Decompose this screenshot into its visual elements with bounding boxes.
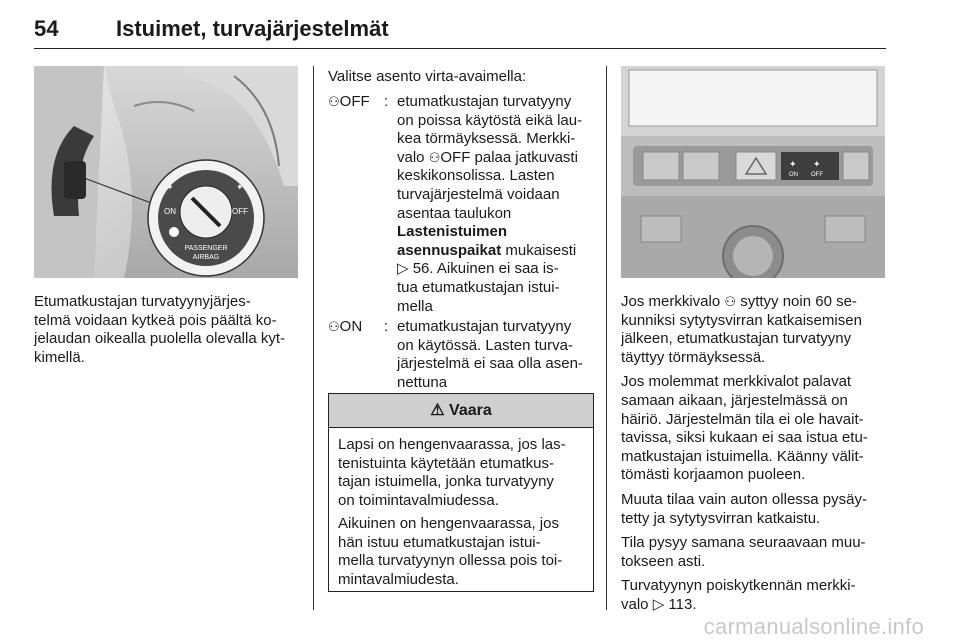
page-reference: 113. xyxy=(668,595,697,613)
console-on-label: ON xyxy=(789,172,798,178)
switch-passenger-label: PASSENGER xyxy=(184,245,228,252)
off-colon: : xyxy=(384,93,389,110)
switch-off-label: OFF xyxy=(232,207,248,216)
off-description: etumatkustajan turvatyyny on poissa käytöstä eikä lau- kea törmäyksessä. Merkki- valo ⚇OFF palaa jatkuvasti keskikonsolissa. Lasten turvajärjestelmä voidaan asentaa taulukon Lastenistuimen asennuspaikat mukaisesti ▷ 56. Aikuinen ei saa is- tua etumatkustajan istui- mella xyxy=(397,93,602,316)
airbag-switch-photo xyxy=(34,66,298,278)
console-illustration xyxy=(621,66,885,278)
page-ref-arrow-icon: ▷ xyxy=(652,595,665,613)
right-text: Jos merkkivalo ⚇ syttyy noin 60 se- kunniksi sytytysvirran katkaisemisen jälkeen, etumatkustajan turvatyyny täyttyy törmäyksessä. Jos molemmat merkkivalot palavat samaan aikaan, järjestelmässä on häiriö. Järjestelmän tila ei ole havait- tavissa, siksi kukaan ei saa istua etu- matkustajan istuimella. Käänny välit- tömästi korjaamon puoleen. Muuta tilaa vain auton ollessa pysäy- tetty ja sytytysvirran katkaistu. Tila pysyy samana seuraavaan muu- tokseen asti. Turvatyynyn poiskytkennän merkki- valo ▷ 113. xyxy=(621,293,868,613)
switch-airbag-label: AIRBAG xyxy=(192,254,220,261)
warning-triangle-icon: ⚠ xyxy=(430,402,445,419)
on-term: ⚇ON xyxy=(328,318,363,335)
off-term: ⚇OFF xyxy=(328,93,370,110)
page-ref-arrow-icon: ▷ xyxy=(397,260,409,278)
warning-box xyxy=(328,393,594,592)
page-title: Istuimet, turvajärjestelmät xyxy=(116,16,389,41)
watermark: carmanualsonline.info xyxy=(703,614,924,639)
table-reference: Lastenistuimen xyxy=(397,223,508,241)
airbag-switch-illustration xyxy=(34,66,298,278)
svg-text:✦: ✦ xyxy=(789,159,797,169)
page-number: 54 xyxy=(34,16,59,41)
console-photo xyxy=(621,66,885,278)
svg-text:✦: ✦ xyxy=(166,182,174,192)
warning-title: Vaara xyxy=(449,402,492,419)
switch-on-label: ON xyxy=(164,207,176,216)
warning-header xyxy=(329,394,593,428)
svg-text:✦: ✦ xyxy=(813,159,821,169)
airbag-on-icon: ⚇ xyxy=(724,294,737,309)
svg-text:✦: ✦ xyxy=(236,182,244,192)
warning-paragraph: Aikuinen on hengenvaarassa, jos hän istuu etumatkustajan istui- mella turvatyynyn ollessa pois toi- mintavalmiudesta. xyxy=(338,515,563,588)
column-divider xyxy=(313,66,314,610)
column-divider xyxy=(606,66,607,610)
on-description: etumatkustajan turvatyyny on käytössä. Lasten turva- järjestelmä ei saa olla asen- nettuna xyxy=(397,318,583,391)
airbag-off-icon: ⚇ xyxy=(328,94,340,109)
warning-paragraph: Lapsi on hengenvaarassa, jos las- tenistuinta käytetään etumatkus- tajan istuimella, jonka turvatyyny on toimintavalmiudessa. xyxy=(338,436,566,509)
left-caption: Etumatkustajan turvatyynyjärjes- telmä voidaan kytkeä pois päältä ko- jelaudan oikealla puolella olevalla kyt- kimellä. xyxy=(34,293,285,366)
airbag-off-icon: ⚇ xyxy=(428,149,441,165)
airbag-on-icon: ⚇ xyxy=(328,319,340,334)
on-colon: : xyxy=(384,318,389,335)
intro-text: Valitse asento virta-avaimella: xyxy=(328,68,527,85)
console-off-label: OFF xyxy=(811,172,823,178)
